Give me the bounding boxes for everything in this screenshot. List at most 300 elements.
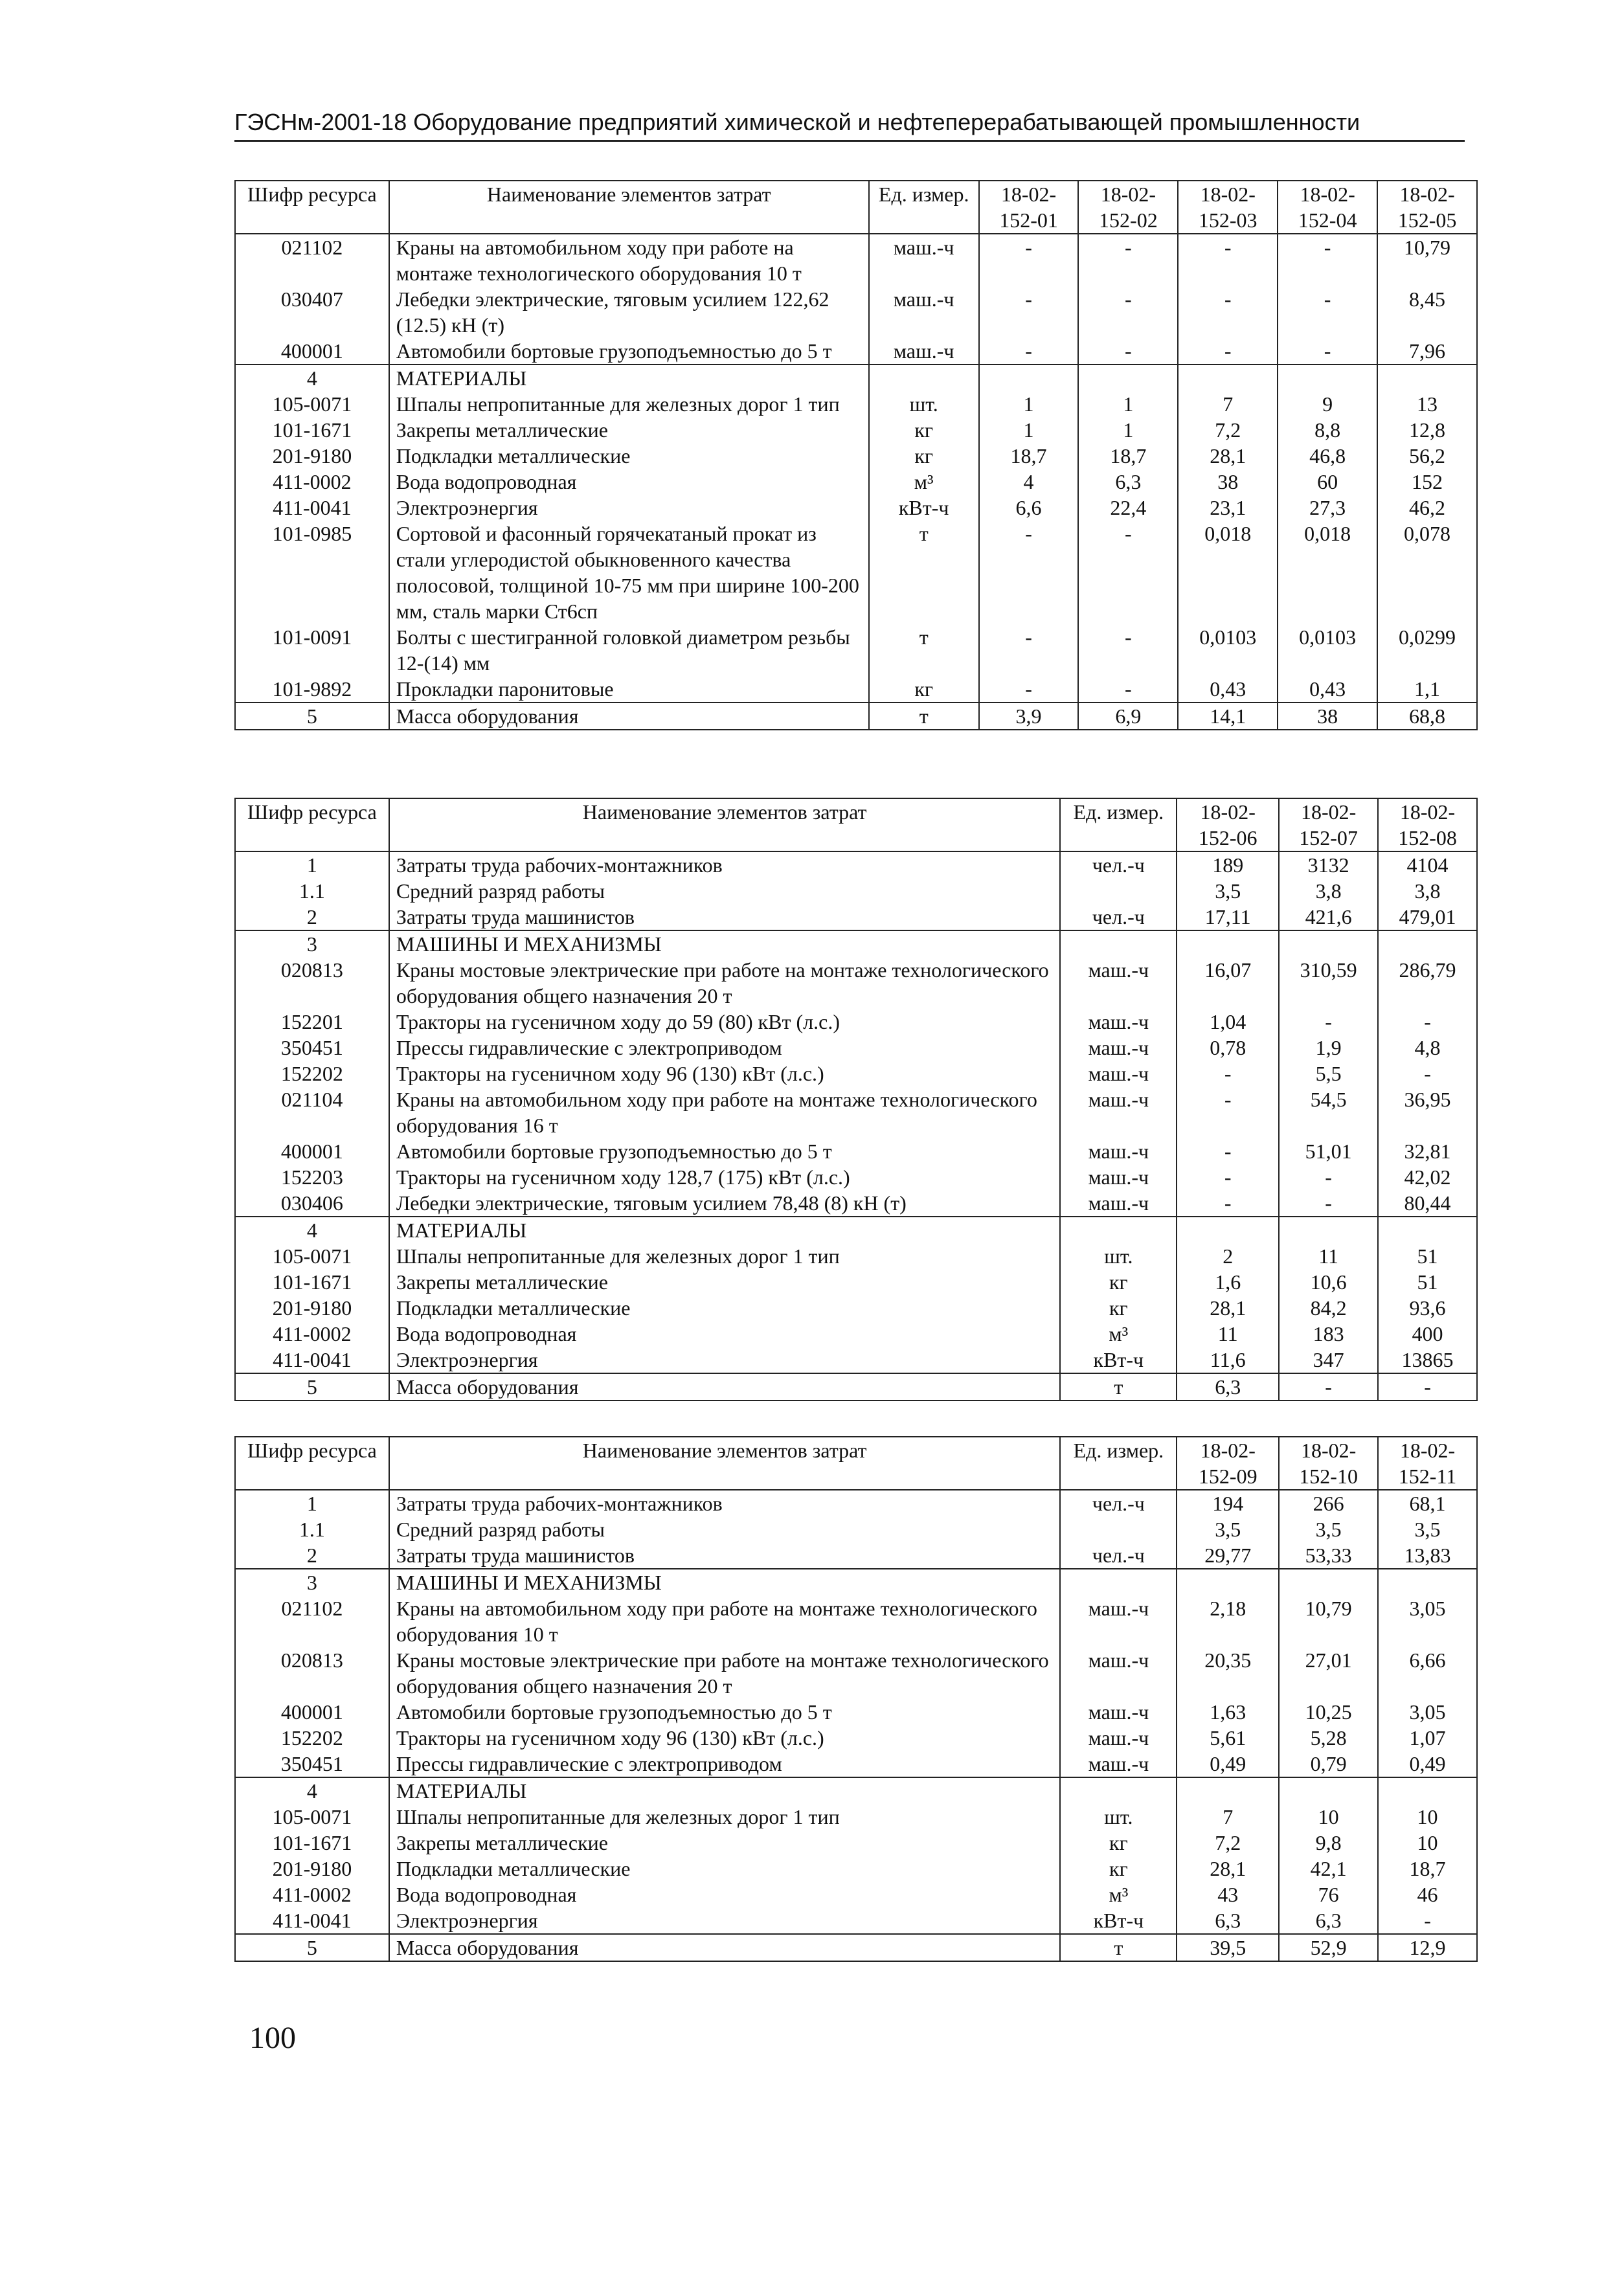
resource-code: 201-9180 [235,1295,389,1321]
unit-of-measure: маш.-ч [1060,1086,1177,1138]
cost-value: 6,3 [1078,469,1178,495]
cost-value: 3,8 [1279,878,1378,904]
resource-code: 201-9180 [235,1856,389,1882]
cost-element-name: Вода водопроводная [389,469,869,495]
resource-code: 4 [235,1777,389,1804]
cost-value: 1,9 [1279,1035,1378,1061]
cost-element-name: Закрепы металлические [389,1269,1061,1295]
cost-value: - [979,521,1079,624]
unit-of-measure: кг [1060,1295,1177,1321]
table-header-row [235,798,1477,851]
cost-value [1177,1777,1279,1804]
cost-value: - [1177,1138,1279,1164]
cost-value: 8,8 [1278,417,1377,443]
unit-of-measure [1060,1777,1177,1804]
cost-element-name: Тракторы на гусеничном ходу до 59 (80) кВт (л.с.) [389,1009,1061,1035]
cost-value: 42,1 [1279,1856,1378,1882]
cost-value: 4,8 [1378,1035,1477,1061]
cost-value: 3,5 [1177,878,1279,904]
resource-code: 2 [235,1542,389,1569]
cost-value: - [979,676,1079,703]
cost-value: 10 [1279,1804,1378,1830]
cost-element-name: Краны мостовые электрические при работе на монтаже технологического оборудования общего назначения 20 т [389,957,1061,1009]
resource-code: 4 [235,365,389,391]
cost-value: 20,35 [1177,1647,1279,1699]
table-row [235,1751,1477,1777]
cost-table-1 [234,180,1478,730]
cost-value: 80,44 [1378,1190,1477,1217]
table-row [235,417,1477,443]
cost-value: 6,9 [1078,703,1178,730]
cost-value: 51,01 [1279,1138,1378,1164]
unit-of-measure: маш.-ч [1060,1725,1177,1751]
cost-value: 3,5 [1378,1516,1477,1542]
cost-value: 1 [979,391,1079,417]
unit-of-measure: м³ [1060,1321,1177,1347]
cost-value: 68,1 [1378,1490,1477,1516]
cost-value: 0,43 [1278,676,1377,703]
cost-value: 5,28 [1279,1725,1378,1751]
cost-value: 0,0103 [1278,624,1377,676]
resource-code: 152203 [235,1164,389,1190]
cost-value: 8,45 [1377,286,1477,338]
resource-code: 400001 [235,338,389,365]
cost-element-name: Прокладки паронитовые [389,676,869,703]
cost-value: 7,96 [1377,338,1477,365]
cost-element-name: Электроэнергия [389,1907,1061,1934]
cost-value: 10 [1378,1830,1477,1856]
column-header: Шифр ресурса [235,798,389,851]
table-row [235,234,1477,286]
cost-value: 0,49 [1177,1751,1279,1777]
table-row [235,286,1477,338]
cost-value: 400 [1378,1321,1477,1347]
unit-of-measure [1060,930,1177,957]
cost-element-name: Электроэнергия [389,495,869,521]
resource-code: 411-0041 [235,495,389,521]
unit-of-measure: шт. [1060,1804,1177,1830]
cost-value: 10,6 [1279,1269,1378,1295]
cost-element-name: Средний разряд работы [389,878,1061,904]
unit-of-measure [1060,878,1177,904]
cost-value: 23,1 [1178,495,1278,521]
cost-value: 3,05 [1378,1699,1477,1725]
resource-code: 101-0091 [235,624,389,676]
cost-value [1378,930,1477,957]
section-row [235,1934,1477,1961]
cost-element-name: Вода водопроводная [389,1882,1061,1907]
resource-code: 101-1671 [235,1269,389,1295]
cost-value: - [1078,676,1178,703]
cost-value: 84,2 [1279,1295,1378,1321]
resource-code: 1 [235,851,389,878]
unit-of-measure: т [1060,1373,1177,1400]
section-row [235,1777,1477,1804]
cost-value: 479,01 [1378,904,1477,930]
cost-value: 266 [1279,1490,1378,1516]
unit-of-measure: чел.-ч [1060,1490,1177,1516]
cost-value: 11 [1279,1243,1378,1269]
cost-value: 32,81 [1378,1138,1477,1164]
section-row [235,930,1477,957]
section-row [235,1217,1477,1243]
cost-table-2 [234,798,1478,1401]
cost-value: 6,3 [1177,1907,1279,1934]
resource-code: 105-0071 [235,391,389,417]
cost-element-name: Тракторы на гусеничном ходу 96 (130) кВт (л.с.) [389,1725,1061,1751]
cost-value: 10,79 [1279,1595,1378,1647]
cost-value: 189 [1177,851,1279,878]
cost-value: 13865 [1378,1347,1477,1373]
resource-code: 021102 [235,1595,389,1647]
table-row [235,1295,1477,1321]
cost-value: 3,5 [1177,1516,1279,1542]
cost-value: 4104 [1378,851,1477,878]
cost-value [1078,365,1178,391]
table-row [235,338,1477,365]
section-row [235,365,1477,391]
table-row [235,443,1477,469]
column-header: 18-02- 152-07 [1279,798,1378,851]
table-row [235,676,1477,703]
table-row [235,1035,1477,1061]
table-row [235,624,1477,676]
unit-of-measure: кг [869,443,979,469]
cost-value: 17,11 [1177,904,1279,930]
table-row [235,1164,1477,1190]
cost-element-name: Краны на автомобильном ходу при работе на монтаже технологического оборудования 16 т [389,1086,1061,1138]
cost-value: 76 [1279,1882,1378,1907]
column-header: 18-02- 152-04 [1278,181,1377,234]
resource-code: 201-9180 [235,443,389,469]
resource-code: 020813 [235,957,389,1009]
unit-of-measure: кВт-ч [1060,1907,1177,1934]
cost-element-name: Подкладки металлические [389,443,869,469]
cost-value: 10 [1378,1804,1477,1830]
resource-code: 152202 [235,1061,389,1086]
unit-of-measure: т [869,703,979,730]
cost-element-name: Краны на автомобильном ходу при работе на монтаже технологического оборудования 10 т [389,1595,1061,1647]
table-header-row [235,1437,1477,1490]
column-header: Ед. измер. [869,181,979,234]
cost-value: 13 [1377,391,1477,417]
unit-of-measure: чел.-ч [1060,904,1177,930]
column-header: Ед. измер. [1060,798,1177,851]
resource-code: 4 [235,1217,389,1243]
cost-value: 7,2 [1178,417,1278,443]
cost-value: - [1078,338,1178,365]
resource-code: 021104 [235,1086,389,1138]
cost-value: 12,9 [1378,1934,1477,1961]
cost-value: 1 [979,417,1079,443]
cost-element-name: МАШИНЫ И МЕХАНИЗМЫ [389,1569,1061,1595]
resource-code: 1.1 [235,878,389,904]
cost-value: 7 [1177,1804,1279,1830]
cost-value: 93,6 [1378,1295,1477,1321]
cost-value [1377,365,1477,391]
cost-element-name: Затраты труда машинистов [389,1542,1061,1569]
cost-value: - [1178,234,1278,286]
cost-value: - [1378,1907,1477,1934]
cost-value: 18,7 [1378,1856,1477,1882]
cost-element-name: Краны на автомобильном ходу при работе на монтаже технологического оборудования 10 т [389,234,869,286]
table-row [235,851,1477,878]
cost-value: 3132 [1279,851,1378,878]
column-header: 18-02- 152-05 [1377,181,1477,234]
cost-value: 6,6 [979,495,1079,521]
cost-value: 10,79 [1377,234,1477,286]
cost-value: - [1278,286,1377,338]
resource-code: 1.1 [235,1516,389,1542]
table-row [235,1882,1477,1907]
cost-value [1177,1217,1279,1243]
cost-value [1177,930,1279,957]
cost-element-name: Средний разряд работы [389,1516,1061,1542]
cost-element-name: МАТЕРИАЛЫ [389,365,869,391]
cost-value: 22,4 [1078,495,1178,521]
cost-value: 46,2 [1377,495,1477,521]
unit-of-measure: кг [869,417,979,443]
cost-value: - [1279,1190,1378,1217]
cost-value: 5,5 [1279,1061,1378,1086]
table-row [235,1516,1477,1542]
unit-of-measure: м³ [1060,1882,1177,1907]
resource-code: 411-0002 [235,1882,389,1907]
cost-element-name: Прессы гидравлические с электроприводом [389,1035,1061,1061]
cost-element-name: Электроэнергия [389,1347,1061,1373]
unit-of-measure: кг [1060,1269,1177,1295]
resource-code: 411-0041 [235,1907,389,1934]
cost-value: - [1278,338,1377,365]
cost-element-name: Закрепы металлические [389,1830,1061,1856]
cost-value: 10,25 [1279,1699,1378,1725]
cost-value: - [979,338,1079,365]
resource-code: 350451 [235,1751,389,1777]
cost-element-name: Подкладки металлические [389,1856,1061,1882]
cost-value: 3,8 [1378,878,1477,904]
cost-value: 28,1 [1178,443,1278,469]
cost-value: 6,3 [1279,1907,1378,1934]
unit-of-measure: кг [1060,1856,1177,1882]
cost-value [1278,365,1377,391]
cost-value: 29,77 [1177,1542,1279,1569]
cost-element-name: Вода водопроводная [389,1321,1061,1347]
cost-value: 0,018 [1178,521,1278,624]
unit-of-measure: чел.-ч [1060,1542,1177,1569]
cost-value: 2,18 [1177,1595,1279,1647]
resource-code: 5 [235,1373,389,1400]
cost-value: - [1177,1190,1279,1217]
unit-of-measure: кг [1060,1830,1177,1856]
cost-value: 1 [1078,391,1178,417]
cost-value: 11,6 [1177,1347,1279,1373]
cost-value: - [1177,1086,1279,1138]
cost-value: 7 [1178,391,1278,417]
table-row [235,1907,1477,1934]
cost-value: 51 [1378,1269,1477,1295]
table-row [235,1269,1477,1295]
cost-value: 0,0103 [1178,624,1278,676]
column-header: Наименование элементов затрат [389,181,869,234]
cost-value: - [1177,1164,1279,1190]
cost-element-name: Шпалы непропитанные для железных дорог 1 тип [389,1804,1061,1830]
cost-element-name: Масса оборудования [389,703,869,730]
unit-of-measure: маш.-ч [1060,1595,1177,1647]
cost-value: 39,5 [1177,1934,1279,1961]
unit-of-measure: маш.-ч [1060,1164,1177,1190]
cost-value [1279,1777,1378,1804]
column-header: 18-02- 152-11 [1378,1437,1477,1490]
resource-code: 400001 [235,1699,389,1725]
cost-value: 0,79 [1279,1751,1378,1777]
table-row [235,495,1477,521]
unit-of-measure: маш.-ч [1060,1009,1177,1035]
resource-code: 3 [235,930,389,957]
column-header: Наименование элементов затрат [389,1437,1061,1490]
cost-value: 3,5 [1279,1516,1378,1542]
table-row [235,1347,1477,1373]
cost-element-name: МАШИНЫ И МЕХАНИЗМЫ [389,930,1061,957]
cost-value: 310,59 [1279,957,1378,1009]
unit-of-measure: маш.-ч [1060,1035,1177,1061]
cost-value: - [1078,286,1178,338]
cost-value: - [1378,1009,1477,1035]
cost-value: 38 [1178,469,1278,495]
cost-table-3 [234,1436,1478,1962]
column-header: 18-02- 152-01 [979,181,1079,234]
resource-code: 5 [235,703,389,730]
cost-value: - [1078,521,1178,624]
cost-value: 1,63 [1177,1699,1279,1725]
table-row [235,1490,1477,1516]
unit-of-measure: м³ [869,469,979,495]
cost-value: 56,2 [1377,443,1477,469]
cost-value: 194 [1177,1490,1279,1516]
table-row [235,1647,1477,1699]
cost-value: 1,6 [1177,1269,1279,1295]
cost-value: 51 [1378,1243,1477,1269]
resource-code: 021102 [235,234,389,286]
table-row [235,1830,1477,1856]
cost-value: 7,2 [1177,1830,1279,1856]
cost-value: 1,04 [1177,1009,1279,1035]
cost-value: 347 [1279,1347,1378,1373]
cost-value: 152 [1377,469,1477,495]
resource-code: 5 [235,1934,389,1961]
resource-code: 152202 [235,1725,389,1751]
cost-value: - [1279,1373,1378,1400]
cost-value: 46 [1378,1882,1477,1907]
resource-code: 2 [235,904,389,930]
cost-element-name: Автомобили бортовые грузоподъемностью до 5 т [389,338,869,365]
cost-value: 0,078 [1377,521,1477,624]
cost-value: 5,61 [1177,1725,1279,1751]
cost-value: 54,5 [1279,1086,1378,1138]
column-header: 18-02- 152-09 [1177,1437,1279,1490]
cost-value: 0,49 [1378,1751,1477,1777]
cost-value: 18,7 [979,443,1079,469]
cost-value: 4 [979,469,1079,495]
cost-element-name: Болты с шестигранной головкой диаметром резьбы 12-(14) мм [389,624,869,676]
cost-value: - [1078,624,1178,676]
unit-of-measure: кВт-ч [1060,1347,1177,1373]
cost-element-name: Шпалы непропитанные для железных дорог 1 тип [389,1243,1061,1269]
table-row [235,1243,1477,1269]
cost-value [1279,930,1378,957]
resource-code: 020813 [235,1647,389,1699]
cost-value: - [979,286,1079,338]
cost-element-name: Подкладки металлические [389,1295,1061,1321]
unit-of-measure: т [1060,1934,1177,1961]
unit-of-measure [1060,1217,1177,1243]
table-row [235,904,1477,930]
column-header: Шифр ресурса [235,1437,389,1490]
table-row [235,1699,1477,1725]
section-row [235,703,1477,730]
cost-value: 36,95 [1378,1086,1477,1138]
table-row [235,521,1477,624]
resource-code: 3 [235,1569,389,1595]
table-row [235,1856,1477,1882]
cost-value: 13,83 [1378,1542,1477,1569]
cost-value [1378,1569,1477,1595]
table-row [235,469,1477,495]
cost-value: 1,1 [1377,676,1477,703]
cost-value: 0,0299 [1377,624,1477,676]
table-row [235,957,1477,1009]
cost-value: 286,79 [1378,957,1477,1009]
cost-element-name: Автомобили бортовые грузоподъемностью до 5 т [389,1138,1061,1164]
column-header: 18-02- 152-10 [1279,1437,1378,1490]
cost-value: 6,66 [1378,1647,1477,1699]
unit-of-measure: маш.-ч [1060,1138,1177,1164]
cost-value: 38 [1278,703,1377,730]
cost-value [979,365,1079,391]
cost-value [1378,1217,1477,1243]
cost-value: 3,05 [1378,1595,1477,1647]
cost-element-name: Затраты труда рабочих-монтажников [389,851,1061,878]
unit-of-measure: маш.-ч [1060,1190,1177,1217]
cost-value [1279,1569,1378,1595]
cost-value: - [1178,338,1278,365]
unit-of-measure: маш.-ч [1060,1647,1177,1699]
cost-value: 183 [1279,1321,1378,1347]
cost-value: - [1378,1061,1477,1086]
cost-value: 53,33 [1279,1542,1378,1569]
cost-value: - [1177,1061,1279,1086]
column-header: 18-02- 152-03 [1178,181,1278,234]
cost-value: 0,018 [1278,521,1377,624]
section-row [235,1373,1477,1400]
table-row [235,1009,1477,1035]
resource-code: 1 [235,1490,389,1516]
unit-of-measure: шт. [869,391,979,417]
cost-value: 1 [1078,417,1178,443]
cost-value: 52,9 [1279,1934,1378,1961]
page-header: ГЭСНм-2001-18 Оборудование предприятий химической и нефтеперерабатывающей промышленности [234,109,1465,142]
table-row [235,1804,1477,1830]
cost-value: 6,3 [1177,1373,1279,1400]
cost-element-name: Закрепы металлические [389,417,869,443]
cost-value [1178,365,1278,391]
cost-element-name: Шпалы непропитанные для железных дорог 1 тип [389,391,869,417]
cost-element-name: Краны мостовые электрические при работе на монтаже технологического оборудования общего назначения 20 т [389,1647,1061,1699]
cost-value: 28,1 [1177,1295,1279,1321]
column-header: Ед. измер. [1060,1437,1177,1490]
page-number: 100 [249,2021,296,2055]
unit-of-measure: маш.-ч [1060,1699,1177,1725]
column-header: 18-02- 152-08 [1378,798,1477,851]
